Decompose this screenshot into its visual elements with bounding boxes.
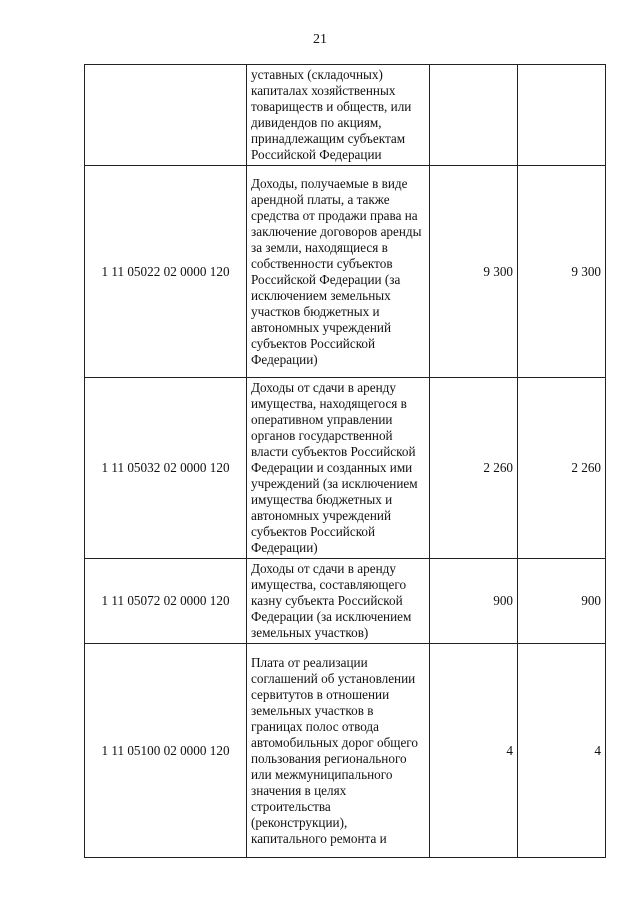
amount-cell-2: 4 [518, 644, 606, 858]
budget-code-cell: 1 11 05022 02 0000 120 [85, 166, 247, 378]
amount-cell-1: 900 [430, 559, 518, 644]
revenue-name-cell: Доходы от сдачи в аренду имущества, составляющего казну субъекта Российской Федерации (за исключением земельных участков) [247, 559, 430, 644]
budget-code-cell: 1 11 05072 02 0000 120 [85, 559, 247, 644]
revenue-name-cell: уставных (складочных) капиталах хозяйственных товариществ и обществ, или дивидендов по акциям, принадлежащим субъектам Российской Федерации [247, 65, 430, 166]
amount-cell-1: 9 300 [430, 166, 518, 378]
table-row [85, 559, 606, 644]
revenue-table [84, 64, 606, 858]
amount-cell-1 [430, 65, 518, 166]
revenue-name-cell: Доходы, получаемые в виде арендной платы, а также средства от продажи права на заключение договоров аренды за земли, находящиеся в собственности субъектов Российской Федерации (за исключением земельных участков бюджетных и автономных учреждений субъектов Российской Федерации) [247, 166, 430, 378]
amount-cell-1: 4 [430, 644, 518, 858]
table-row [85, 378, 606, 559]
budget-code-cell [85, 65, 247, 166]
budget-code-cell: 1 11 05100 02 0000 120 [85, 644, 247, 858]
budget-code-cell: 1 11 05032 02 0000 120 [85, 378, 247, 559]
amount-cell-2: 900 [518, 559, 606, 644]
revenue-name-cell: Плата от реализации соглашений об установлении сервитутов в отношении земельных участков в границах полос отвода автомобильных дорог общего пользования регионального или межмуниципального значения в целях строительства (реконструкции), капитального ремонта и [247, 644, 430, 858]
amount-cell-2: 9 300 [518, 166, 606, 378]
table-row [85, 644, 606, 858]
amount-cell-2 [518, 65, 606, 166]
table-row [85, 65, 606, 166]
page-number: 21 [313, 32, 327, 47]
amount-cell-1: 2 260 [430, 378, 518, 559]
amount-cell-2: 2 260 [518, 378, 606, 559]
table-row [85, 166, 606, 378]
revenue-name-cell: Доходы от сдачи в аренду имущества, находящегося в оперативном управлении органов государственной власти субъектов Российской Федерации и созданных ими учреждений (за исключением имущества бюджетных и автономных учреждений субъектов Российской Федерации) [247, 378, 430, 559]
